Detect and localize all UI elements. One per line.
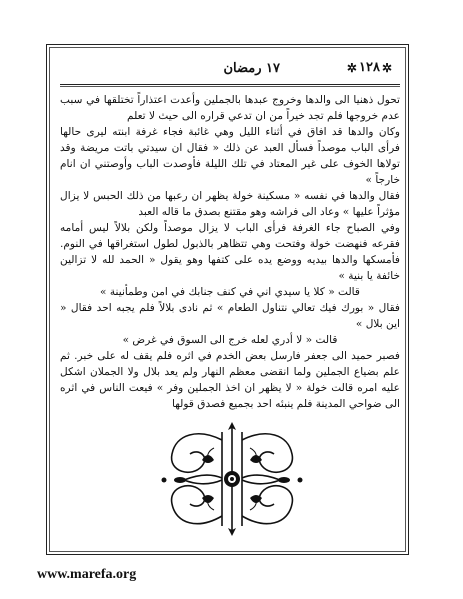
page-header	[60, 60, 400, 80]
paragraph: فقال والدها في نفسه « مسكينة خولة يظهر ان رعبها من ذلك الحبس لا يزال مؤثراً عليها » وعاد الى فراشه وهو مقتنع بصدق ما قاله العبد	[60, 190, 400, 218]
header-rule-thin	[60, 86, 400, 87]
paragraph: قالت « كلا يا سيدي اني في كنف جنابك في امن وطمأنينة »	[100, 286, 360, 298]
paragraph: فقال « بورك فيك تعالي نتناول الطعام » ثم نادى بلالاً فلم يجبه احد فقال « اين بلال »	[60, 302, 400, 330]
running-header-title: ١٧ رمضان	[223, 61, 280, 76]
page-number: ١٢٨	[358, 60, 380, 75]
paragraph: فصبر حميد الى جعفر فارسل بعض الخدم في اثره فلم يقف له على خبر. ثم علم بضياع الجملين ولما انقضى معظم النهار ولم يعد بلال ولا الجملان اشكل عليه امره قالت خولة « لا يظهر ان اخذ الجملين وفر » فيعت الناس في اثره الى ضواحي المدينة فلم ينبئه احد بجميع فصدق قولها	[60, 350, 400, 410]
body-text	[60, 92, 400, 417]
page-number-group	[347, 60, 392, 75]
paragraph: وكان والدها قد افاق في أثناء الليل وهي غائبة فجاء غرفة ابنته ليرى حالها فرأى الباب موصداً فسأل العبد عن ذلك « فقال ان سيدتي باتت مريضة وقد تولاها الخوف على غير المعتاد في تلك الليلة فأوصدت الباب وأوصتني ان انام خارجاً »	[60, 126, 400, 186]
footer-website: www.marefa.org	[37, 567, 137, 582]
paragraph: وفي الصباح جاء الغرفة فرأى الباب لا يزال موصداً ولكن بلالاً ليس أمامه فقرعه فنهضت خولة وفتحت وهي تتظاهر بالذبول لطول استغراقها في النوم. فأمسكها والدها بيديه ووضع يده على كتفها وهو يقول « الحمد لله لا تزالين خائفة يا بنية »	[60, 222, 400, 282]
star-ornament-icon: ✲	[381, 60, 392, 75]
star-ornament-icon: ✲	[346, 60, 357, 75]
floral-vignette-icon	[158, 420, 306, 538]
paragraph: قالت « لا أدري لعله خرج الى السوق في غرض »	[122, 334, 338, 346]
header-rule	[60, 84, 400, 85]
paragraph: تحول ذهنيا الى والدها وخروج عبدها بالجملين وأعدت اعتذاراً تختلقها في سبب عدم خروجها فلم تجد خيراً من ان تدعي قراره الى حيث لا تعلم	[60, 94, 400, 122]
